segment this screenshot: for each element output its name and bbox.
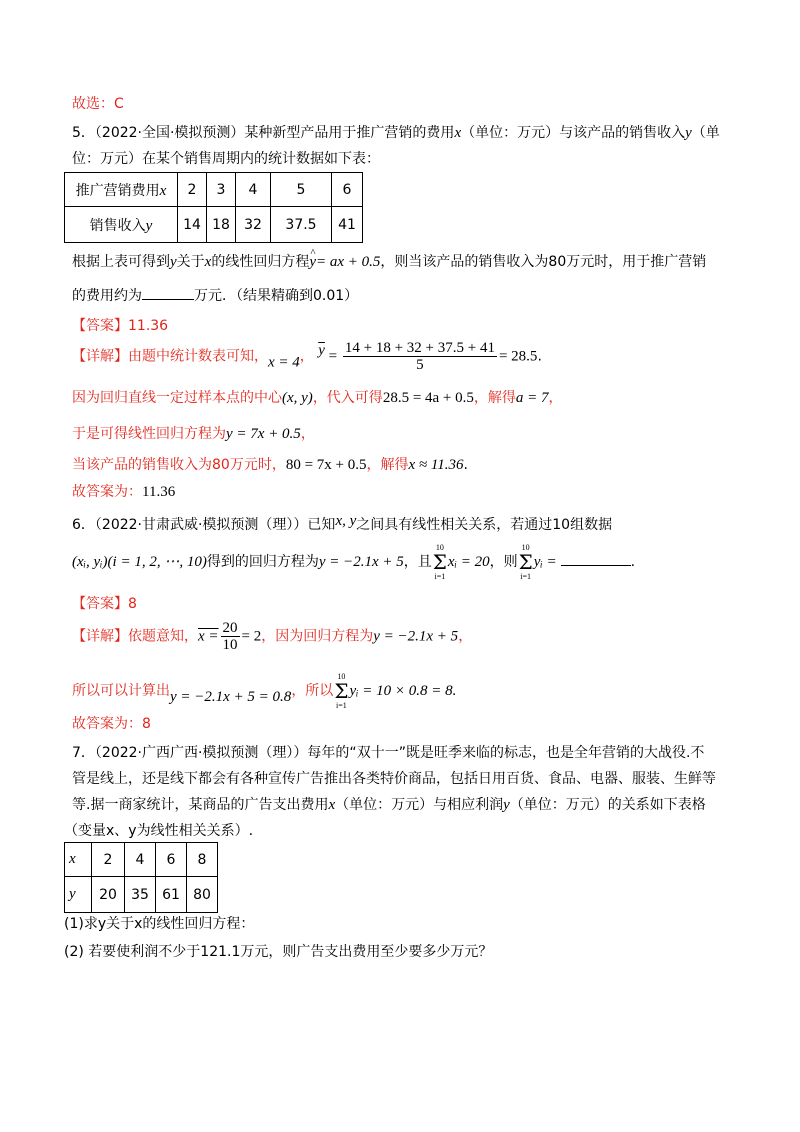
q6-regression-eq: y = −2.1x + 5 [318,554,404,570]
q5-row2-header: 销售收入y [65,207,178,243]
q6-detail-line1: 【详解】依题意知，x = $\frac{20}{10}$ = 2，因为回归方程为y = −2.1x + 5， [72,620,473,653]
q5-detail-line4: 当该产品的销售收入为80万元时，80 = 7x + 0.5，解得x ≈ 11.36. [72,457,468,473]
q7-table-row-y [65,877,218,913]
q7-line3: 等.据一商家统计，某商品的广告支出费用x（单位：万元）与相应利润y（单位：万元）的关系如下表格 [72,797,706,813]
q5-cell: 41 [332,207,363,243]
q5-cell: 37.5 [271,207,332,243]
q5-intro-cont: （单位：万元）与该产品的销售收入 [461,125,686,141]
q6-final: 故答案为：8 [72,716,151,732]
q6-line2: (xᵢ, yᵢ)(i = 1, 2, ⋯, 10)得到的回归方程为y = −2.1x + 5，且 10 Σ i=1 xᵢ = 20，则 10 Σ i=1 yᵢ = . [72,543,636,581]
q7-cell: 80 [187,877,218,913]
q7-cell: 35 [125,877,156,913]
q6-sum-x: 10 Σ i=1 [432,543,447,581]
q5-table-row-x [65,173,363,207]
q7-cell: 4 [125,843,156,877]
q5-cell: 5 [271,173,332,207]
q5-cell: 4 [236,173,271,207]
q5-table-row-y [65,207,363,243]
q5-intro-var2: y [685,125,692,141]
q5-detail-line3: 于是可得线性回归方程为y = 7x + 0.5， [72,426,315,442]
q5-cell: 14 [178,207,207,243]
q5-regression-eq: ^ y= ax + 0.5 [309,254,380,270]
q7-cell: 20 [92,877,125,913]
q5-intro-var: x [454,125,462,141]
q5-cell: 2 [178,173,207,207]
q6-detail-line2: 所以可以计算出y = −2.1x + 5 = 0.8，所以 10 Σ i=1 yᵢ = 10 × 0.8 = 8. [72,672,457,710]
q7-cell: 2 [92,843,125,877]
q7-cell: 61 [156,877,187,913]
q6-answer: 【答案】8 [72,596,137,612]
q5-detail-line2: 因为回归直线一定过样本点的中心(x, y)，代入可得28.5 = 4a + 0.5，解得a = 7， [72,390,563,406]
q5-intro-line [72,123,740,143]
q5-cell: 32 [236,207,271,243]
q7-row1-header: x [65,843,92,877]
q7-data-table [64,842,218,913]
q7-cell: 8 [187,843,218,877]
q5-intro: 5．（2022·全国·模拟预测）某种新型产品用于推广营销的费用 [72,125,455,141]
q7-line1: 7．（2022·广西广西·模拟预测（理））每年的“双十一”既是旺季来临的标志，也是全年营销的大战役.不 [72,745,705,761]
q5-final: 故答案为：11.36 [72,484,176,500]
prev-answer: 故选：C [72,96,124,112]
q5-mean-fraction: $\frac{14 + 18 + 32 + 37.5 + 41}{5}$ [344,340,495,373]
q7-cell: 6 [156,843,187,877]
q6-sum-y: 10 Σ i=1 [518,543,533,581]
q5-row1-header: 推广营销费用x [65,173,178,207]
q5-answer: 【答案】11.36 [72,318,169,334]
q7-line4: （变量x、y为线性相关关系）. [64,823,254,839]
q7-line2: 管是线上，还是线下都会有各种宣传广告推出各类特价商品，包括日用百货、食品、电器、服装、生鲜等 [72,771,716,787]
q6-answer-blank [561,551,631,566]
q7-row2-header: y [65,877,92,913]
q5-cell: 18 [207,207,236,243]
q7-sub2: (2) 若要使利润不少于121.1万元，则广告支出费用至少要多少万元？ [64,944,493,960]
q5-line2: 位：万元）在某个销售周期内的统计数据如下表： [72,151,380,167]
q5-answer-blank [142,285,194,300]
q6-mean-fraction: $\frac{20}{10}$ [222,620,238,653]
q6-detail-sum: 10 Σ i=1 [334,672,349,710]
q5-line3: 根据上表可得到y关于x的线性回归方程^ y= ax + 0.5，则当该产品的销售收入为80万元时，用于推广营销 [72,252,740,272]
q7-sub1: (1)求y关于x的线性回归方程： [64,916,255,932]
q5-intro-tail: （单 [691,125,720,141]
q5-line4: 的费用约为 万元．（结果精确到0.01） [72,285,740,306]
q5-detail-line1: 【详解】由题中统计数表可知，x = 4， $\overline{y}$ = $\frac{14 + 18 + 32 + 37.5 + 41}{5}$ = 28.5. [72,340,542,373]
q7-table-row-x [65,843,218,877]
q5-cell: 6 [332,173,363,207]
q6-intro-line: 6．（2022·甘肃武威·模拟预测（理））已知x, y之间具有线性相关关系，若通过10组数据 [72,513,613,533]
q5-data-table [64,172,363,243]
q5-cell: 3 [207,173,236,207]
